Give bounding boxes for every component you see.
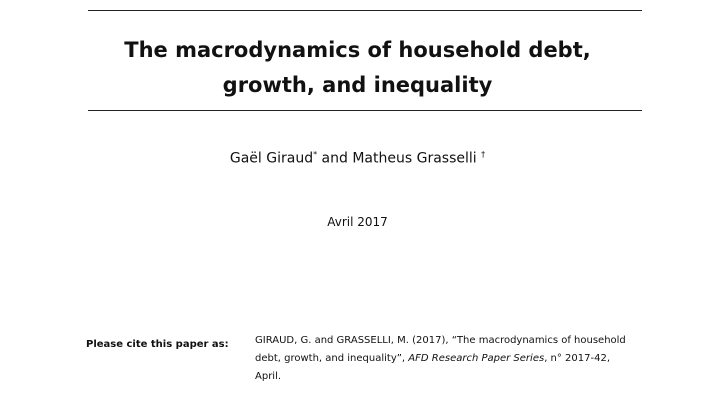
author-grasselli: Matheus Grasselli <box>352 150 477 167</box>
citation-reference <box>255 332 635 386</box>
citation-label: Please cite this paper as: <box>86 339 229 350</box>
bottom-rule <box>88 110 642 111</box>
authors-line <box>0 150 715 167</box>
title-line-1: The macrodynamics of household debt, <box>124 38 591 62</box>
author-giraud-footnote-mark: * <box>313 150 318 159</box>
publication-date: Avril 2017 <box>327 215 388 229</box>
authors-connector: and <box>317 150 353 167</box>
title-line-2: growth, and inequality <box>222 73 493 97</box>
citation-tail: , n° 2017-42, April. <box>255 353 611 382</box>
citation-series: AFD Research Paper Series <box>408 353 545 364</box>
paper-title <box>0 33 715 103</box>
citation-text: GIRAUD, G. and GRASSELLI, M. (2017), “The macrodynamics of household debt, growth, and inequality”, <box>255 335 626 364</box>
author-grasselli-footnote-mark: † <box>481 150 486 159</box>
author-giraud: Gaël Giraud <box>229 150 314 167</box>
top-rule <box>88 10 642 11</box>
